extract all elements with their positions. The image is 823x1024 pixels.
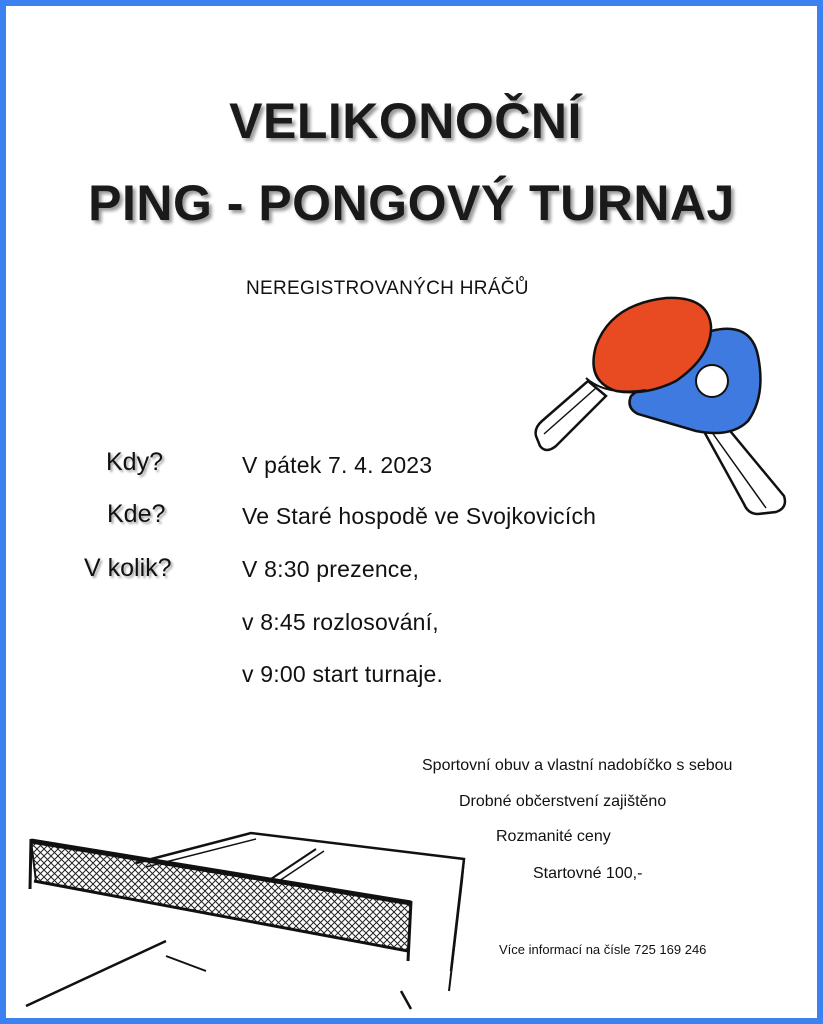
ping-pong-table-icon xyxy=(16,821,476,1011)
answer-when: V pátek 7. 4. 2023 xyxy=(242,452,433,478)
contact-info: Více informací na čísle 725 169 246 xyxy=(499,942,707,957)
question-what-time: V kolik? xyxy=(84,554,172,582)
note-refreshments: Drobné občerstvení zajištěno xyxy=(459,793,667,810)
note-shoes: Sportovní obuv a vlastní nadobíčko s sebou xyxy=(422,757,733,774)
ping-pong-paddles-icon xyxy=(526,286,796,526)
note-prizes: Rozmanité ceny xyxy=(496,828,611,845)
answer-where: Ve Staré hospodě ve Svojkovicích xyxy=(242,503,597,529)
draw-time: v 8:45 rozlosování, xyxy=(242,609,439,635)
start-time: v 9:00 start turnaje. xyxy=(242,661,444,687)
subtitle: NEREGISTROVANÝCH HRÁČŮ xyxy=(246,278,529,299)
note-entry-fee: Startovné 100,- xyxy=(533,865,643,882)
question-when: Kdy? xyxy=(106,448,163,476)
title-line-2: PING - PONGOVÝ TURNAJ xyxy=(88,175,735,231)
answer-what-time: V 8:30 prezence, xyxy=(242,556,420,582)
title-line-1: VELIKONOČNÍ xyxy=(229,93,582,149)
question-where: Kde? xyxy=(107,500,166,528)
